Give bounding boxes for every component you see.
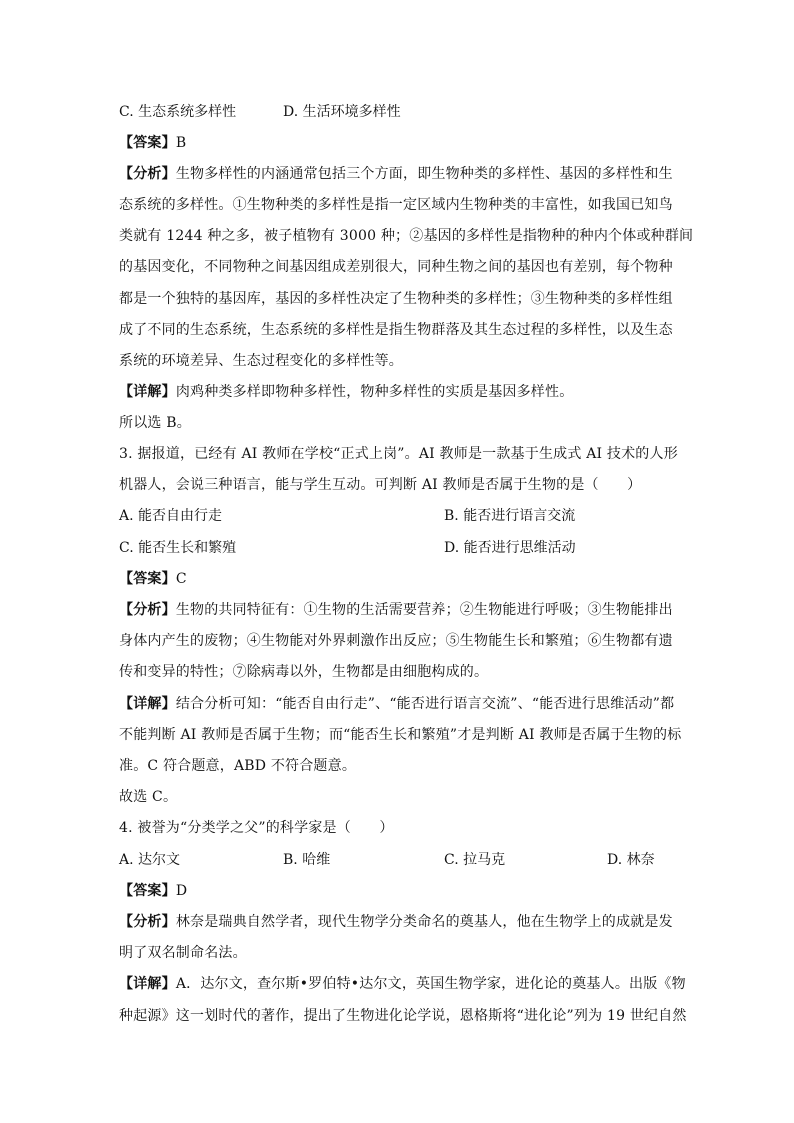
q2-analysis-line-6: 系统的环境差异、生态过程变化的多样性等。 — [119, 353, 403, 369]
q2-analysis-line-5: 成了不同的生态系统，生态系统的多样性是指生物群落及其生态过程的多样性，以及生态 — [119, 322, 673, 338]
q3-analysis-line-1: 身体内产生的废物；④生物能对外界刺激作出反应；⑤生物能生长和繁殖；⑥生物都有遗 — [119, 633, 673, 649]
q3-stem-line-1: 机器人，会说三种语言，能与学生互动。可判断 AI 教师是否属于生物的是（ ） — [119, 477, 642, 493]
q4-analysis-line-1: 明了双名制命名法。 — [119, 945, 247, 961]
answer-label: 【答案】 — [119, 135, 176, 151]
q4-option-b: B. 哈维 — [283, 852, 331, 868]
detail-text: A．达尔文，查尔斯•罗伯特•达尔文，英国生物学家，进化论的奠基人。出版《物 — [175, 976, 686, 992]
q2-answer — [119, 133, 679, 153]
q4-answer — [119, 881, 679, 901]
q4-stem: 4. 被誉为“分类学之父”的科学家是（ ） — [119, 820, 394, 836]
q3-option-a: A. 能否自由行走 — [119, 508, 223, 524]
q2-detail — [119, 382, 679, 402]
q2-conclusion: 所以选 B。 — [119, 415, 191, 431]
q3-analysis-line-2: 传和变异的特性；⑦除病毒以外，生物都是由细胞构成的。 — [119, 664, 489, 680]
answer-value: D — [175, 883, 188, 899]
answer-label: 【答案】 — [119, 883, 176, 899]
q3-option-c: C. 能否生长和繁殖 — [119, 540, 237, 556]
analysis-label: 【分析】 — [119, 166, 176, 182]
analysis-text: 生物的共同特征有：①生物的生活需要营养；②生物能进行呼吸；③生物能排出 — [175, 602, 673, 618]
q4-option-c: C. 拉马克 — [444, 852, 506, 868]
q4-option-d: D. 林奈 — [607, 852, 655, 868]
detail-label: 【详解】 — [119, 696, 176, 712]
q2-option-c: C. 生态系统多样性 — [119, 104, 237, 120]
detail-text: 结合分析可知：“能否自由行走”、“能否进行语言交流”、“能否进行思维活动”都 — [175, 696, 675, 712]
q3-detail-line-2: 准。C 符合题意，ABD 不符合题意。 — [119, 758, 357, 774]
detail-label: 【详解】 — [119, 976, 176, 992]
q3-option-d: D. 能否进行思维活动 — [444, 540, 576, 556]
q3-detail-line-1: 不能判断 AI 教师是否属于生物；而“能否生长和繁殖”才是判断 AI 教师是否属于生物的标 — [119, 727, 682, 743]
q3-analysis-line-0 — [119, 600, 679, 620]
analysis-label: 【分析】 — [119, 914, 176, 930]
analysis-label: 【分析】 — [119, 602, 176, 618]
q2-analysis-line-2: 类就有 1244 种之多，被子植物有 3000 种；②基因的多样性是指物种的种内个体或种群间 — [119, 228, 694, 244]
answer-label: 【答案】 — [119, 571, 176, 587]
answer-value: C — [175, 571, 187, 587]
q4-analysis-line-0 — [119, 912, 679, 932]
q2-analysis-line-3: 的基因变化，不同物种之间基因组成差别很大，同种生物之间的基因也有差别，每个物种 — [119, 259, 673, 275]
q2-analysis-line-4: 都是一个独特的基因库，基因的多样性决定了生物种类的多样性；③生物种类的多样性组 — [119, 291, 673, 307]
answer-value: B — [175, 135, 187, 151]
q4-option-a: A. 达尔文 — [119, 852, 181, 868]
q2-analysis-line-1: 态系统的多样性。①生物种类的多样性是指一定区域内生物种类的丰富性，如我国已知鸟 — [119, 197, 673, 213]
q4-detail-line-1: 种起源》这一划时代的著作，提出了生物进化论学说，恩格斯将“进化论”列为 19 世纪自然 — [119, 1008, 687, 1024]
q3-stem-line-0: 3. 据报道，已经有 AI 教师在学校“正式上岗”。AI 教师是一款基于生成式 AI 技术的人形 — [119, 446, 678, 462]
q3-detail-line-0 — [119, 694, 679, 714]
q2-analysis-line-0 — [119, 164, 679, 184]
q3-conclusion: 故选 C。 — [119, 789, 178, 805]
q3-option-b: B. 能否进行语言交流 — [444, 508, 576, 524]
detail-label: 【详解】 — [119, 384, 176, 400]
detail-text: 肉鸡种类多样即物种多样性，物种多样性的实质是基因多样性。 — [175, 384, 574, 400]
analysis-text: 林奈是瑞典自然学者，现代生物学分类命名的奠基人，他在生物学上的成就是发 — [175, 914, 673, 930]
q2-option-d: D. 生活环境多样性 — [283, 104, 401, 120]
q4-detail-line-0 — [119, 974, 686, 994]
q3-answer — [119, 569, 679, 589]
analysis-text: 生物多样性的内涵通常包括三个方面，即生物种类的多样性、基因的多样性和生 — [175, 166, 673, 182]
